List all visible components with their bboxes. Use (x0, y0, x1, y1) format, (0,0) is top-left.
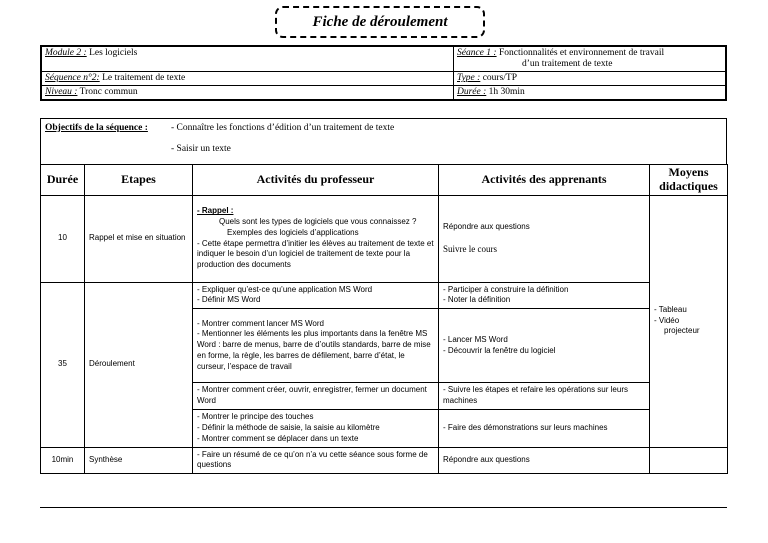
apprenants-cell (439, 282, 650, 309)
footer-divider (40, 507, 727, 508)
duree-value: 1h 30min (488, 86, 525, 97)
sequence-value: Le traitement de texte (102, 72, 186, 83)
col-header-etapes: Etapes (85, 165, 193, 196)
duree-cell: 10min (41, 447, 85, 474)
etape-cell: Déroulement (85, 282, 193, 447)
module-cell (41, 46, 454, 71)
col-header-moyens: Moyens didactiques (650, 165, 728, 196)
duree-cell: 35 (41, 282, 85, 447)
objective-item: - Saisir un texte (171, 144, 231, 154)
moyens-cell-empty (650, 447, 728, 474)
prof-question: Quels sont les types de logiciels que vous connaissez ? (219, 217, 417, 226)
prof-cell (193, 309, 439, 383)
module-value: Les logiciels (89, 48, 138, 58)
niveau-label: Niveau : (45, 86, 78, 97)
header-table (40, 45, 727, 101)
duree-cell (454, 85, 727, 99)
prof-activity: - Expliquer qu’est-ce qu’une application MS Word (197, 284, 373, 294)
prof-examples: Exemples des logiciels d’applications (227, 227, 359, 237)
apprenant-activity: Suivre le cours (443, 243, 497, 254)
apprenants-cell (439, 309, 650, 383)
duree-label: Durée : (457, 86, 487, 97)
niveau-cell (41, 85, 454, 99)
prof-activity: - Montrer le principe des touches (197, 412, 314, 422)
prof-activity: - Définir la méthode de saisie, la saisie au kilomètre (197, 422, 380, 432)
col-header-duree: Durée (41, 165, 85, 196)
moyen-item: projecteur (664, 326, 700, 336)
prof-cell (193, 195, 439, 282)
seance-value-1: Fonctionnalités et environnement de travail (498, 48, 665, 58)
moyen-item: - Vidéo (654, 315, 680, 325)
document-title: Fiche de déroulement (275, 6, 485, 38)
apprenants-cell: Répondre aux questions (439, 447, 650, 474)
prof-activity: - Montrer comment lancer MS Word (197, 318, 324, 328)
niveau-value: Tronc commun (79, 86, 138, 97)
prof-cell (193, 410, 439, 447)
moyens-cell (650, 195, 728, 447)
type-cell (454, 71, 727, 85)
col-header-apprenants: Activités des apprenants (439, 165, 650, 196)
prof-text: - Cette étape permettra d’initier les élèves au traitement de texte et indiquer le besoin d’un logiciel de traitement de texte pour la production des documents (197, 238, 434, 270)
module-label: Module 2 : (45, 48, 87, 58)
moyen-item: - Tableau (654, 304, 687, 314)
objectives-label: Objectifs de la séquence : (45, 123, 148, 133)
etape-cell: Rappel et mise en situation (85, 195, 193, 282)
seance-value-2: d’un traitement de texte (522, 58, 613, 69)
apprenant-activity: Répondre aux questions (443, 222, 530, 232)
activities-table (40, 164, 728, 474)
col-header-prof: Activités du professeur (193, 165, 439, 196)
sequence-label: Séquence n°2: (45, 72, 100, 83)
apprenant-activity: - Découvrir la fenêtre du logiciel (443, 345, 556, 355)
sequence-cell (41, 71, 454, 85)
apprenant-activity: - Participer à construire la définition (443, 284, 569, 294)
apprenants-cell (439, 195, 650, 282)
apprenant-activity: - Lancer MS Word (443, 334, 508, 344)
prof-activity: - Montrer comment se déplacer dans un texte (197, 433, 359, 443)
apprenants-cell: - Faire des démonstrations sur leurs machines (439, 410, 650, 447)
etape-cell: Synthèse (85, 447, 193, 474)
seance-label: Séance 1 : (457, 48, 497, 58)
type-value: cours/TP (482, 72, 517, 83)
objective-item: - Connaître les fonctions d’édition d’un traitement de texte (171, 123, 395, 133)
prof-cell (193, 282, 439, 309)
apprenants-cell: - Suivre les étapes et refaire les opérations sur leurs machines (439, 383, 650, 410)
apprenant-activity: - Noter la définition (443, 295, 511, 305)
prof-activity: - Mentionner les éléments les plus importants dans la fenêtre MS Word : barre de menus, barre de d’outils standards, barre de mise en forme, la règle, les barres de défilement, barre d’état, le curseur, l’espace de travail (197, 329, 431, 371)
prof-activity: - Définir MS Word (197, 295, 261, 305)
rappel-label: - Rappel : (197, 206, 234, 216)
seance-cell (454, 46, 727, 71)
type-label: Type : (457, 72, 481, 83)
prof-cell: - Montrer comment créer, ouvrir, enregistrer, fermer un document Word (193, 383, 439, 410)
prof-cell: - Faire un résumé de ce qu’on n’a vu cette séance sous forme de questions (193, 447, 439, 474)
duree-cell: 10 (41, 195, 85, 282)
objectives-box (40, 118, 727, 164)
